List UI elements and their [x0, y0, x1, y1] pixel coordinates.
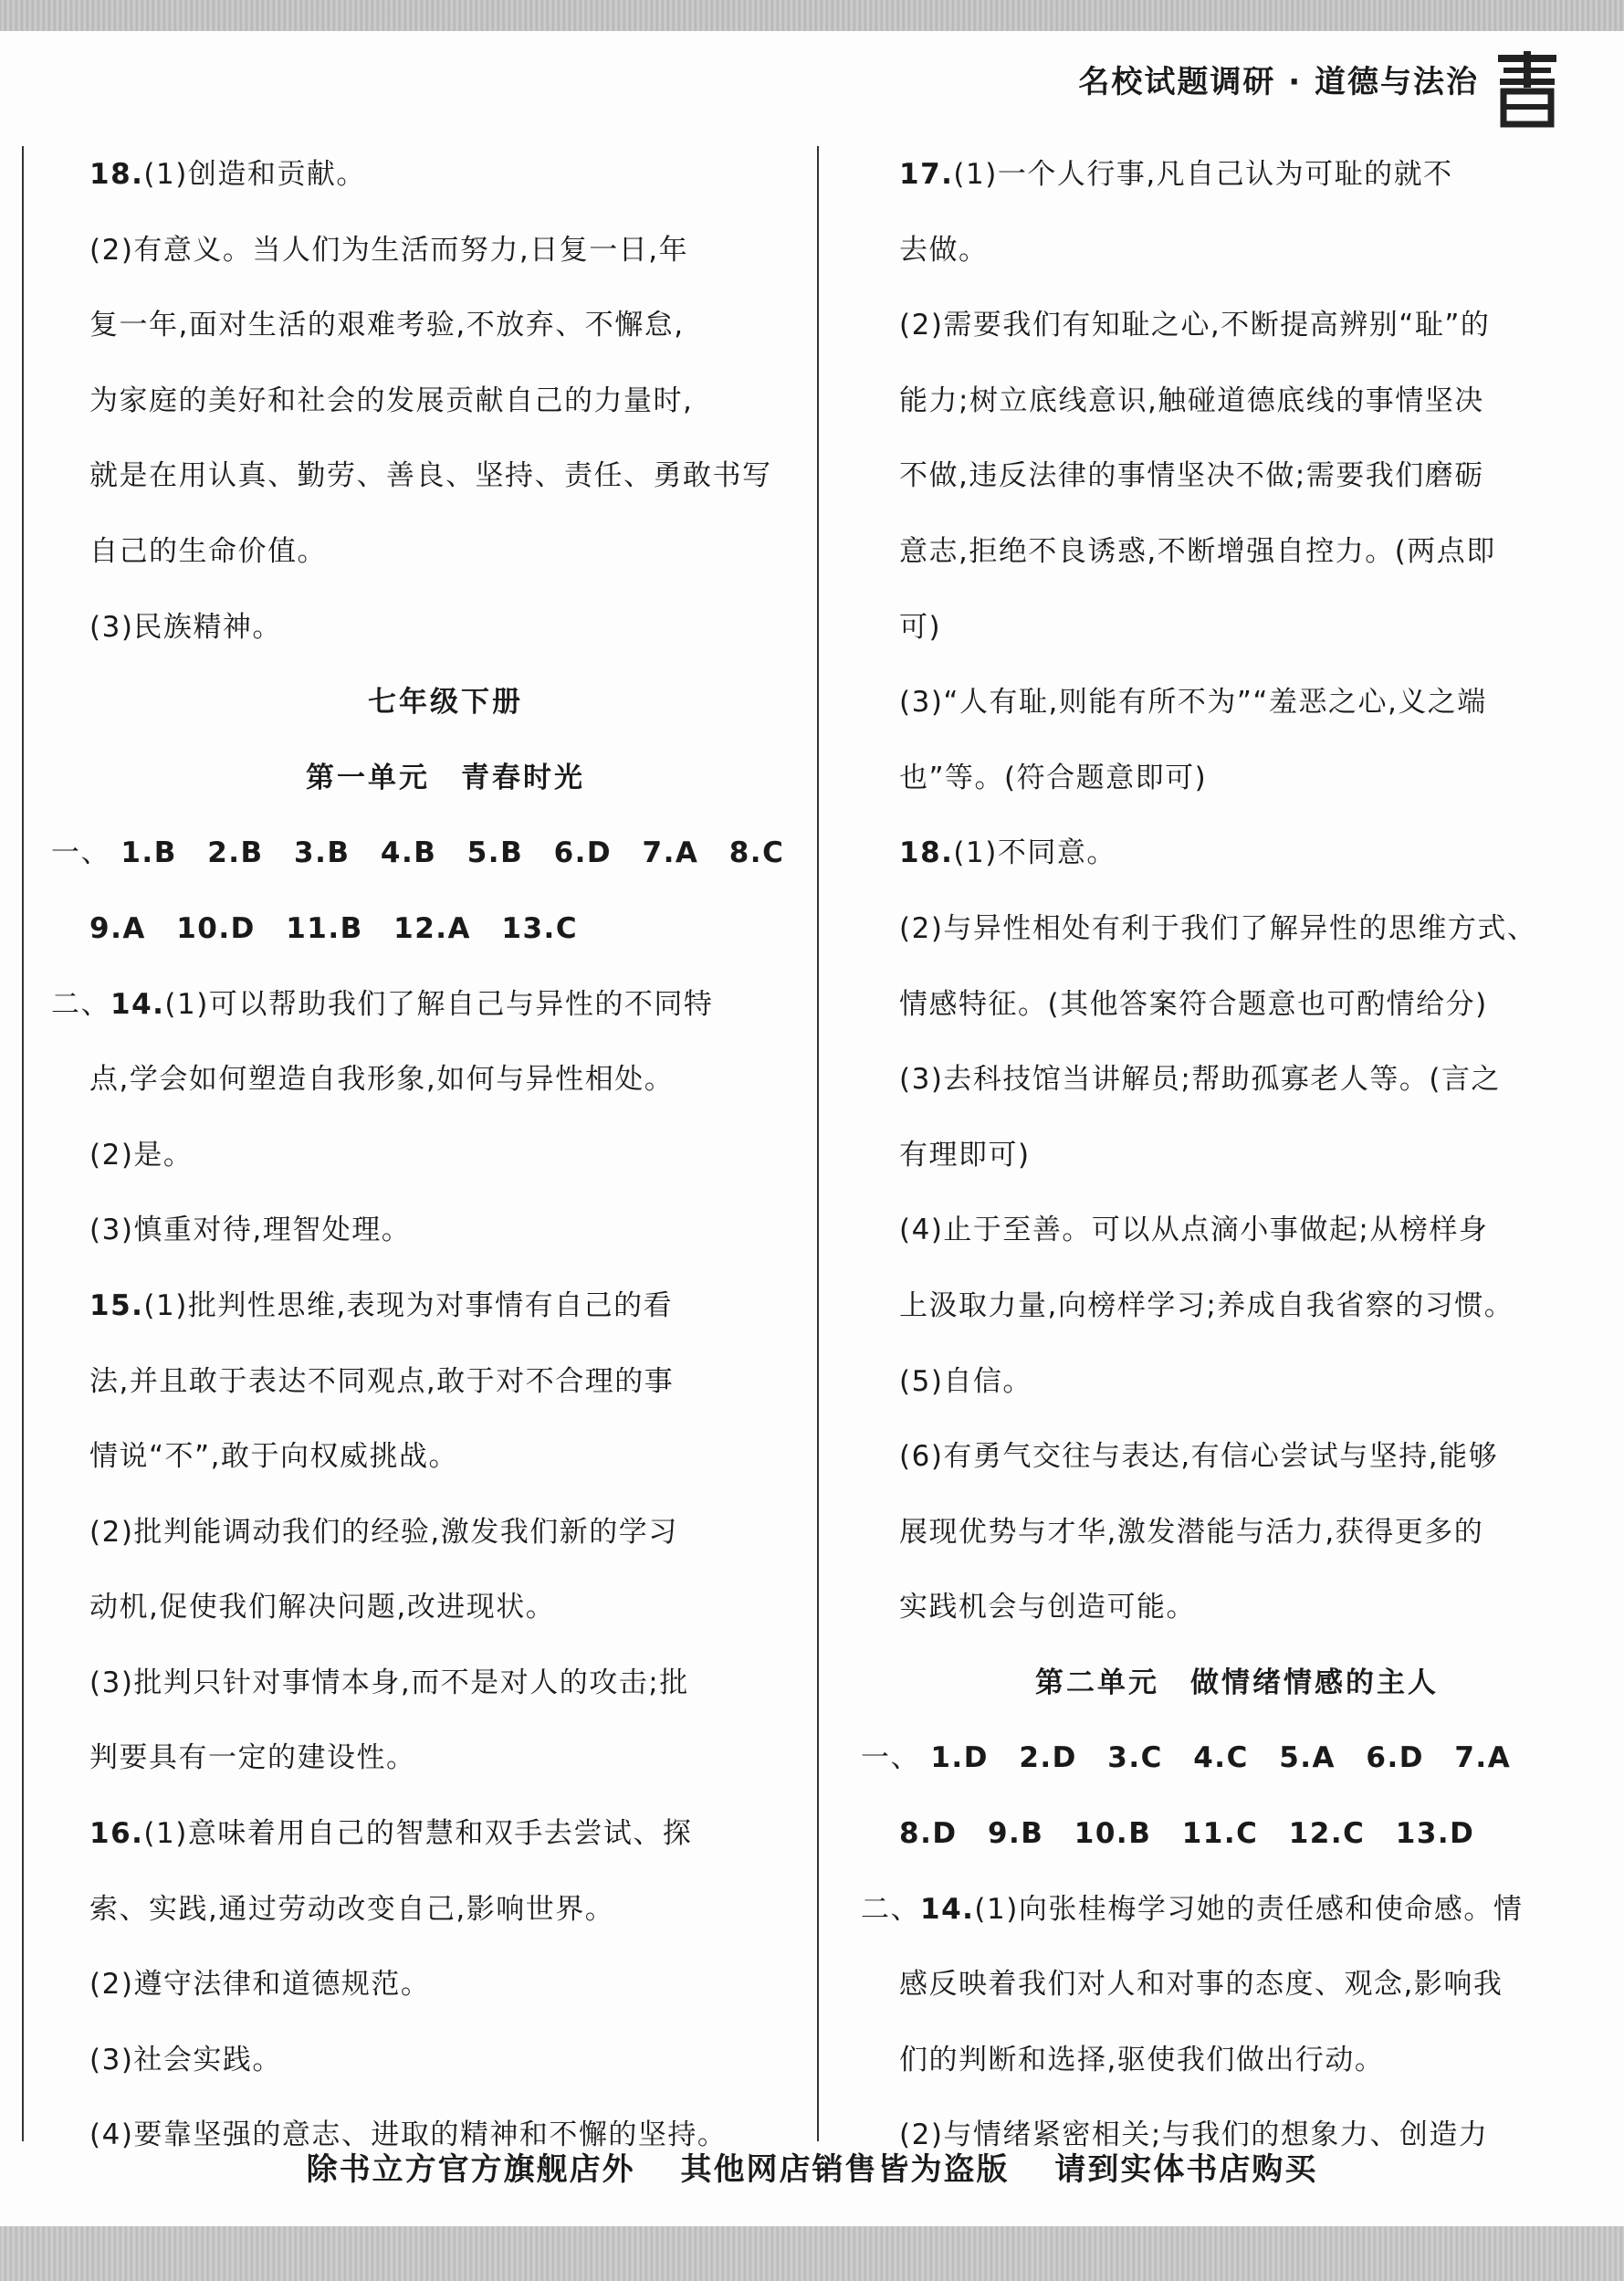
- right-column: [861, 137, 1575, 2173]
- answer-line: 情感特征。(其他答案符合题意也可酌情给分): [899, 987, 1488, 1021]
- unit-title: 第一单元 青春时光: [306, 761, 585, 794]
- answer-line: 复一年,面对生活的艰难考验,不放弃、不懈怠,: [89, 309, 685, 342]
- answer-line: 二、14.(1)向张桂梅学习她的责任感和使命感。情: [861, 1892, 1524, 1926]
- answer-line: 判要具有一定的建设性。: [89, 1741, 416, 1775]
- footer-part: 除书立方官方旗舰店外: [306, 2151, 635, 2188]
- answer-line: (2)有意义。当人们为生活而努力,日复一日,年: [89, 233, 689, 267]
- answer-line: (2)与异性相处有利于我们了解异性的思维方式、: [899, 911, 1537, 945]
- page-header-title: 名校试题调研 · 道德与法治: [1078, 64, 1479, 100]
- answer-line: (5)自信。: [899, 1364, 1032, 1398]
- mc-answers-row: 一、 1.B 2.B 3.B 4.B 5.B 6.D 7.A 8.C: [51, 836, 785, 870]
- mc-answers-row: 9.A 10.D 11.B 12.A 13.C: [89, 911, 579, 945]
- answer-line: 们的判断和选择,驱使我们做出行动。: [899, 2043, 1385, 2076]
- left-column: [51, 137, 802, 2173]
- answer-line: 15.(1)批判性思维,表现为对事情有自己的看: [89, 1288, 674, 1322]
- answer-line: 感反映着我们对人和对事的态度、观念,影响我: [899, 1968, 1504, 2002]
- answer-line: (2)批判能调动我们的经验,激发我们新的学习: [89, 1515, 678, 1549]
- answer-line: (2)与情绪紧密相关;与我们的想象力、创造力: [899, 2118, 1489, 2152]
- answer-line: (2)需要我们有知耻之心,不断提高辨别“耻”的: [899, 309, 1491, 342]
- book-title: 七年级下册: [368, 686, 523, 720]
- answer-line: 意志,拒绝不良诱惑,不断增强自控力。(两点即: [899, 534, 1496, 568]
- answer-line: 能力;树立底线意识,触碰道德底线的事情坚决: [899, 384, 1484, 417]
- mc-answers-row: 一、 1.D 2.D 3.C 4.C 5.A 6.D 7.A: [861, 1741, 1512, 1775]
- answer-line: 情说“不”,敢于向权威挑战。: [89, 1440, 458, 1474]
- book-seal-icon: [1491, 51, 1564, 130]
- answer-line: 就是在用认真、勤劳、善良、坚持、责任、勇敢书写: [89, 459, 772, 493]
- answer-line: 18.(1)不同意。: [899, 836, 1116, 870]
- left-margin-rule: [22, 146, 24, 2141]
- answer-line: (3)民族精神。: [89, 610, 282, 644]
- answer-line: 去做。: [899, 233, 989, 267]
- footer-part: 其他网店销售皆为盗版: [680, 2151, 1010, 2188]
- answer-line: 16.(1)意味着用自己的智慧和双手去尝试、探: [89, 1817, 693, 1851]
- footer-part: 请到实体书店购买: [1054, 2151, 1318, 2188]
- answer-line: (3)“人有耻,则能有所不为”“羞恶之心,义之端: [899, 686, 1487, 720]
- scan-top-edge: [0, 0, 1624, 31]
- mc-answers-row: 8.D 9.B 10.B 11.C 12.C 13.D: [899, 1817, 1475, 1851]
- answer-line: 自己的生命价值。: [89, 534, 327, 568]
- answer-line: 有理即可): [899, 1138, 1031, 1172]
- scan-bottom-edge: [0, 2226, 1624, 2281]
- answer-line: 不做,违反法律的事情坚决不做;需要我们磨砺: [899, 459, 1484, 493]
- answer-line: 17.(1)一个人行事,凡自己认为可耻的就不: [899, 158, 1453, 191]
- answer-line: 18.(1)创造和贡献。: [89, 158, 366, 191]
- answer-line: (3)去科技馆当讲解员;帮助孤寡老人等。(言之: [899, 1063, 1501, 1097]
- answer-line: 二、14.(1)可以帮助我们了解自己与异性的不同特: [51, 987, 714, 1021]
- answer-line: 可): [899, 610, 942, 644]
- answer-line: (3)社会实践。: [89, 2043, 282, 2076]
- answer-line: 动机,促使我们解决问题,改进现状。: [89, 1591, 556, 1624]
- answer-line: (4)止于至善。可以从点滴小事做起;从榜样身: [899, 1214, 1489, 1247]
- answer-line: 法,并且敢于表达不同观点,敢于对不合理的事: [89, 1364, 675, 1398]
- answer-line: 实践机会与创造可能。: [899, 1591, 1196, 1624]
- unit-title: 第二单元 做情绪情感的主人: [1035, 1666, 1439, 1699]
- anti-piracy-footer: [0, 2144, 1624, 2189]
- column-divider: [817, 146, 819, 2141]
- answer-line: 上汲取力量,向榜样学习;养成自我省察的习惯。: [899, 1288, 1514, 1322]
- answer-line: (4)要靠坚强的意志、进取的精神和不懈的坚持。: [89, 2118, 728, 2152]
- answer-line: (2)是。: [89, 1138, 194, 1172]
- answer-line: (2)遵守法律和道德规范。: [89, 1968, 431, 2002]
- answer-line: (3)慎重对待,理智处理。: [89, 1214, 412, 1247]
- answer-line: (6)有勇气交往与表达,有信心尝试与坚持,能够: [899, 1440, 1499, 1474]
- answer-line: 也”等。(符合题意即可): [899, 761, 1208, 794]
- answer-line: (3)批判只针对事情本身,而不是对人的攻击;批: [89, 1666, 689, 1699]
- answer-line: 展现优势与才华,激发潜能与活力,获得更多的: [899, 1515, 1484, 1549]
- answer-line: 点,学会如何塑造自我形象,如何与异性相处。: [89, 1063, 675, 1097]
- answer-line: 为家庭的美好和社会的发展贡献自己的力量时,: [89, 384, 694, 417]
- answer-line: 索、实践,通过劳动改变自己,影响世界。: [89, 1892, 615, 1926]
